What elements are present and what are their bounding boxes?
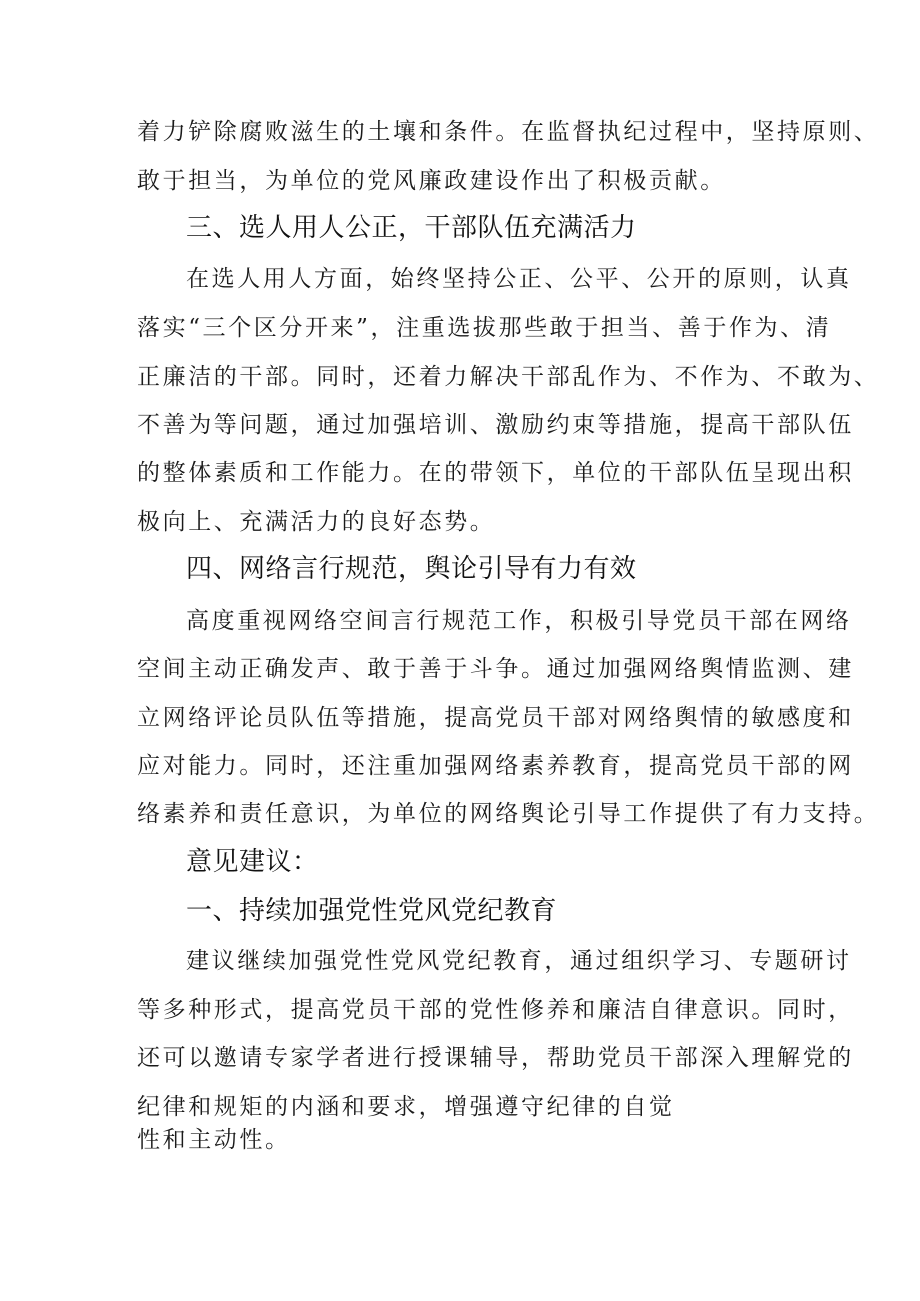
- paragraph-line: 应对能力。同时，还注重加强网络素养教育，提高党员干部的网: [137, 753, 854, 779]
- paragraph-line: 等多种形式，提高党员干部的党性修养和廉洁自律意识。同时，: [137, 997, 854, 1023]
- opinion-heading: 意见建议：: [186, 847, 319, 877]
- paragraph-line: 着力铲除腐败滋生的土壤和条件。在监督执纪过程中，坚持原则、: [137, 119, 880, 145]
- paragraph-line: 敢于担当，为单位的党风廉政建设作出了积极贡献。: [137, 168, 726, 194]
- paragraph-line: 立网络评论员队伍等措施，提高党员干部对网络舆情的敏感度和: [137, 705, 854, 731]
- paragraph-line: 络素养和责任意识，为单位的网络舆论引导工作提供了有力支持。: [137, 801, 880, 827]
- paragraph-line: 性和主动性。: [137, 1127, 291, 1153]
- paragraph-line: 还可以邀请专家学者进行授课辅导，帮助党员干部深入理解党的: [137, 1045, 854, 1071]
- paragraph-line: 高度重视网络空间言行规范工作，积极引导党员干部在网络: [186, 608, 852, 634]
- paragraph-line: 落实“三个区分开来”，注重选拔那些敢于担当、善于作为、清: [137, 315, 832, 341]
- paragraph-line: 纪律和规矩的内涵和要求，增强遵守纪律的自觉: [137, 1094, 675, 1120]
- paragraph-line: 正廉洁的干部。同时，还着力解决干部乱作为、不作为、不敢为、: [137, 364, 880, 390]
- section-heading-4: 四、网络言行规范，舆论引导有力有效: [186, 554, 637, 584]
- paragraph-line: 的整体素质和工作能力。在的带领下，单位的干部队伍呈现出积: [137, 460, 854, 486]
- paragraph-line: 不善为等问题，通过加强培训、激励约束等措施，提高干部队伍: [137, 412, 854, 438]
- section-heading-3: 三、选人用人公正，干部队伍充满活力: [186, 213, 637, 243]
- paragraph-line: 建议继续加强党性党风党纪教育，通过组织学习、专题研讨: [186, 948, 852, 974]
- paragraph-line: 极向上、充满活力的良好态势。: [137, 509, 496, 535]
- paragraph-line: 空间主动正确发声、敢于善于斗争。通过加强网络舆情监测、建: [137, 656, 854, 682]
- subsection-heading-1: 一、持续加强党性党风党纪教育: [186, 896, 558, 926]
- paragraph-line: 在选人用人方面，始终坚持公正、公平、公开的原则，认真: [186, 266, 852, 292]
